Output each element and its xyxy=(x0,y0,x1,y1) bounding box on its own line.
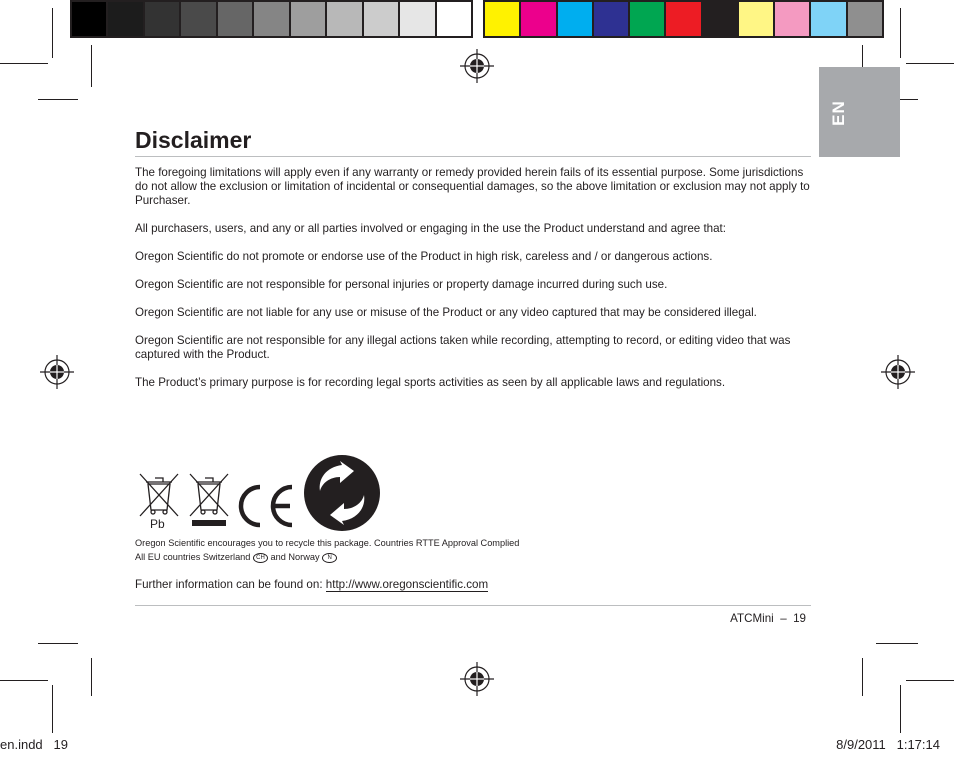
paragraph: The Product’s primary purpose is for recording legal sports activities as seen by all applicable laws and regulations. xyxy=(135,376,726,389)
footer-model: ATCMini xyxy=(730,612,774,625)
pb-label: Pb xyxy=(150,517,165,531)
countries-middle: and Norway xyxy=(270,552,320,562)
crop-mark xyxy=(0,63,48,64)
color-swatch xyxy=(485,2,519,36)
registration-target-icon xyxy=(460,49,494,83)
paragraph: Oregon Scientific are not responsible for personal injuries or property damage incurred during such use. xyxy=(135,278,668,291)
gray-swatch xyxy=(291,2,325,36)
color-swatch xyxy=(775,2,809,36)
language-tab-label: EN xyxy=(829,100,848,126)
color-swatch xyxy=(521,2,555,36)
color-swatch xyxy=(630,2,664,36)
crop-mark xyxy=(52,685,53,733)
page-footer xyxy=(730,612,806,625)
crop-mark xyxy=(906,680,954,681)
gray-swatch xyxy=(72,2,106,36)
crop-mark xyxy=(38,99,78,100)
crop-mark xyxy=(862,658,863,696)
gray-swatch xyxy=(437,2,471,36)
footer-divider xyxy=(135,605,811,606)
color-swatch xyxy=(739,2,773,36)
title-divider xyxy=(135,156,811,157)
further-info-label: Further information can be found on: xyxy=(135,578,323,591)
crop-mark xyxy=(52,8,53,58)
gray-swatch xyxy=(400,2,434,36)
paragraph: All purchasers, users, and any or all parties involved or engaging in the use the Product understand and agree that: xyxy=(135,222,727,235)
crop-mark xyxy=(906,63,954,64)
paragraph: Oregon Scientific are not liable for any use or misuse of the Product or any video captured that may be considered illegal. xyxy=(135,306,757,319)
color-swatch xyxy=(666,2,700,36)
gray-swatch xyxy=(327,2,361,36)
process-color-bar xyxy=(483,0,884,38)
paragraph: Oregon Scientific do not promote or endorse use of the Product in high risk, careless and / or dangerous actions. xyxy=(135,250,713,263)
website-link[interactable]: http://www.oregonscientific.com xyxy=(325,578,489,591)
crop-mark xyxy=(91,658,92,696)
crossed-bin-pb-icon xyxy=(136,470,182,532)
gray-swatch xyxy=(181,2,215,36)
gray-swatch xyxy=(364,2,398,36)
page-number: 19 xyxy=(793,612,806,625)
crossed-bin-icon xyxy=(186,470,232,532)
countries-caption xyxy=(135,552,337,563)
registration-target-icon xyxy=(460,662,494,696)
crop-mark xyxy=(38,643,78,644)
color-swatch xyxy=(811,2,845,36)
gray-swatch xyxy=(218,2,252,36)
crop-mark xyxy=(91,45,92,87)
green-dot-icon xyxy=(302,453,382,533)
gray-swatch xyxy=(145,2,179,36)
countries-prefix: All EU countries Switzerland xyxy=(135,552,251,562)
color-swatch xyxy=(558,2,592,36)
crop-mark xyxy=(900,8,901,58)
paragraph: Oregon Scientific are not responsible for any illegal actions taken while recording, attempting to record, or editing video that was captured with the Product. xyxy=(135,334,791,361)
crop-mark xyxy=(876,643,918,644)
slug-file: en.indd 19 xyxy=(0,737,68,752)
gray-swatch xyxy=(254,2,288,36)
further-info xyxy=(135,578,488,591)
gray-color-bar xyxy=(70,0,473,38)
registration-target-icon xyxy=(881,355,915,389)
gray-swatch xyxy=(108,2,142,36)
color-swatch xyxy=(848,2,882,36)
ce-mark-icon xyxy=(234,483,296,529)
color-swatch xyxy=(594,2,628,36)
n-badge: N xyxy=(322,553,337,563)
ch-badge: CH xyxy=(253,553,268,563)
disclaimer-body xyxy=(135,166,815,404)
footer-separator: – xyxy=(780,612,787,625)
recycle-caption: Oregon Scientific encourages you to recycle this package. Countries RTTE Approval Complied xyxy=(135,538,520,548)
language-tab xyxy=(819,67,900,157)
compliance-icons xyxy=(136,453,396,533)
color-swatch xyxy=(703,2,737,36)
registration-target-icon xyxy=(40,355,74,389)
crop-mark xyxy=(0,680,48,681)
paragraph: The foregoing limitations will apply even if any warranty or remedy provided herein fails of its essential purpose. Some jurisdictions do not allow the exclusion or limitation of incidental or consequential damages, so the above limitation or exclusion may not apply to Purchaser. xyxy=(135,166,810,207)
crop-mark xyxy=(900,685,901,733)
page-title: Disclaimer xyxy=(135,127,252,153)
slug-timestamp: 8/9/2011 1:17:14 xyxy=(836,737,940,752)
